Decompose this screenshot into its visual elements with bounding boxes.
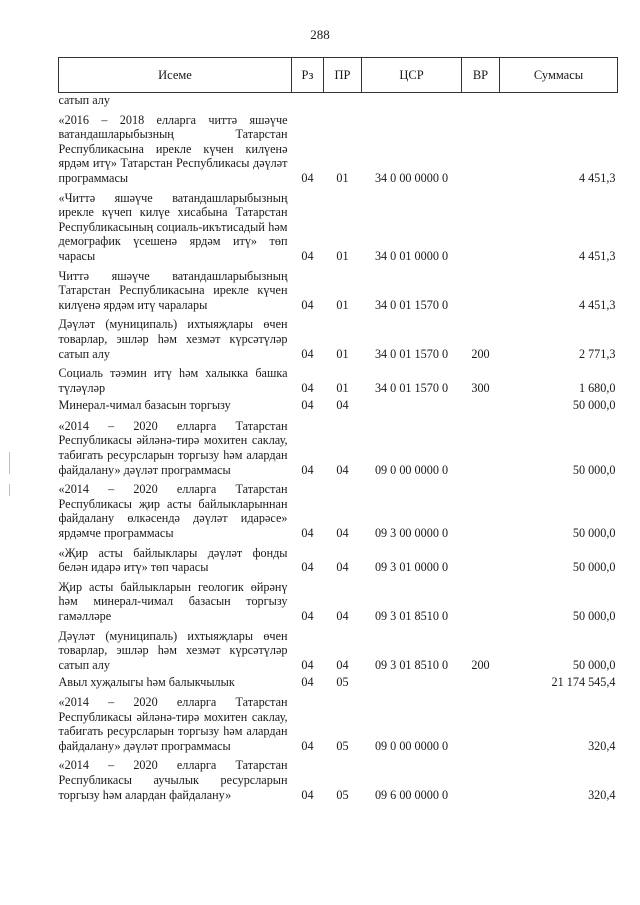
table-row [59,266,618,315]
row-sum-cell: 50 000,0 [572,657,616,672]
row-name-cell: Социаль тәэмин итү һәм халыкка башка түләүләр [58,366,288,395]
row-csr-cell: 09 6 00 0000 0 [374,787,449,802]
row-rz-cell: 04 [301,657,314,672]
table-header-row [59,58,618,93]
table-row [59,397,618,415]
row-sum-cell: 320,4 [588,787,616,802]
row-csr-cell: 09 0 00 0000 0 [374,462,449,477]
row-csr-cell: 09 3 01 8510 0 [374,657,449,672]
row-vr-cell [462,93,500,110]
margin-mark-lower [9,484,10,496]
row-sum-cell: 21 174 545,4 [551,675,616,690]
row-sum-cell: 4 451,3 [578,248,616,263]
header-vr: ВР [462,58,500,93]
row-vr-cell [462,755,500,804]
table-row [59,577,618,626]
row-vr-cell [462,692,500,755]
table-row [59,415,618,479]
row-csr-cell: 34 0 01 1570 0 [374,297,449,312]
table-row [59,363,618,397]
row-sum-cell: 1 680,0 [578,380,616,395]
row-pr-cell: 04 [336,609,349,623]
margin-mark-upper [9,452,10,474]
row-sum-cell: 50 000,0 [572,560,616,575]
row-sum-cell: 2 771,3 [578,346,616,361]
row-pr-cell: 01 [336,170,349,185]
row-pr-cell: 05 [336,787,349,802]
row-name-cell: сатып алу [58,93,110,107]
row-rz-cell: 04 [301,380,314,395]
row-csr-cell: 34 0 01 1570 0 [374,346,449,361]
row-sum-cell: 4 451,3 [578,297,616,312]
row-name-cell: «2014 – 2020 елларга Татарстан Республикасы җир асты байлыкларыннан файдалану өлкәсендә дәүләт идарәсе» ярдәмче программасы [58,482,288,541]
row-csr-cell [362,674,462,692]
row-name-cell: Читтә яшәүче ватандашларыбызның Татарстан Республикасына ирекле күчен килүенә ярдәм итү чаралары [58,268,288,312]
row-vr-cell [462,674,500,692]
row-vr-cell [462,397,500,415]
row-name-cell: «2014 – 2020 елларга Татарстан Республикасы әйләнә-тирә мохитен саклау, табигать ресурсларын торгызу һәм алардан файдалану» дәүләт программасы [58,418,288,477]
table-row [59,626,618,675]
row-name-cell: «Җир асты байлыклары дәүләт фонды белән идарә итү» төп чарасы [58,545,288,575]
row-name-cell: Дәүләт (муниципаль) ихтыяҗлары өчен товарлар, эшләр һәм хезмәт күрсәтүләр сатып алу [58,317,288,361]
row-pr-cell: 01 [336,248,349,263]
row-csr-cell: 09 3 00 0000 0 [374,526,449,541]
row-sum-cell: 50 000,0 [572,526,616,541]
table-row [59,543,618,577]
row-rz-cell: 04 [301,170,314,185]
row-csr-cell: 09 0 00 0000 0 [374,738,449,753]
row-rz-cell: 04 [301,526,314,541]
budget-table-container [58,57,617,804]
row-sum-cell: 50 000,0 [572,609,616,623]
header-sum: Суммасы [500,58,618,93]
row-name-cell: «2014 – 2020 елларга Татарстан Республикасы аучылык ресурсларын торгызу һәм алардан файдалану» [58,758,288,802]
row-csr-cell [362,93,462,110]
row-vr-cell: 300 [471,380,490,395]
table-row [59,93,618,110]
header-name: Исеме [59,58,292,93]
row-pr-cell: 04 [336,560,349,575]
row-vr-cell: 200 [471,346,490,361]
row-csr-cell: 09 3 01 0000 0 [374,560,449,575]
row-csr-cell: 09 3 01 8510 0 [374,609,449,623]
row-sum-cell: 50 000,0 [572,462,616,477]
table-row [59,314,618,363]
row-rz-cell: 04 [301,609,314,623]
header-rz: Рз [292,58,324,93]
budget-table [58,57,618,804]
row-name-cell: «2016 – 2018 елларга читтә яшәүче ватандашларыбызның Татарстан Республикасына ирекле күчен килүенә ярдәм итү» Татарстан Республикасы дәүләт программасы [58,112,288,185]
row-sum-cell: 320,4 [588,738,616,753]
table-row [59,755,618,804]
row-vr-cell [462,577,500,626]
row-sum-cell: 50 000,0 [572,398,616,413]
row-name-cell: Минерал-чимал базасын торгызу [58,398,231,413]
row-pr-cell: 05 [336,738,349,753]
table-row [59,674,618,692]
row-rz-cell: 04 [301,738,314,753]
row-rz-cell: 04 [301,297,314,312]
row-pr-cell: 04 [336,462,349,477]
row-rz-cell: 04 [301,787,314,802]
header-pr: ПР [324,58,362,93]
row-rz-cell: 04 [301,462,314,477]
row-rz-cell: 04 [301,675,314,690]
row-csr-cell: 34 0 01 1570 0 [374,380,449,395]
table-row [59,110,618,188]
row-rz-cell: 04 [301,248,314,263]
row-sum-cell: 4 451,3 [578,170,616,185]
header-csr: ЦСР [362,58,462,93]
row-csr-cell [362,397,462,415]
row-pr-cell: 04 [336,398,349,413]
table-row [59,479,618,542]
row-pr-cell: 05 [336,675,349,690]
row-rz-cell: 04 [301,560,314,575]
row-vr-cell [462,415,500,479]
row-rz-cell: 04 [301,398,314,413]
row-vr-cell [462,110,500,188]
row-rz-cell: 04 [301,346,314,361]
row-pr-cell [324,93,362,110]
row-sum-cell [500,93,618,110]
row-rz-cell [292,93,324,110]
row-vr-cell: 200 [471,657,490,672]
page-number: 288 [310,27,330,42]
table-row [59,188,618,266]
row-name-cell: Авыл хуҗалыгы һәм балыкчылык [58,675,235,690]
row-pr-cell: 01 [336,297,349,312]
row-pr-cell: 04 [336,526,349,541]
row-vr-cell [462,543,500,577]
row-name-cell: Җир асты байлыкларын геологик өйрәнү һәм минерал-чимал базасын торгызу гамәлләре [58,579,288,623]
table-row [59,692,618,755]
row-pr-cell: 01 [336,380,349,395]
row-name-cell: «Читтә яшәүче ватандашларыбызның ирекле күчеп килүе хисабына Татарстан Республикасының социаль-икътисадый һәм демографик үсешенә ярдәм итү» төп чарасы [58,190,288,263]
row-vr-cell [462,266,500,315]
row-vr-cell [462,188,500,266]
row-name-cell: «2014 – 2020 елларга Татарстан Республикасы әйләнә-тирә мохитен саклау, табигать ресурсларын торгызу һәм алардан файдалану» дәүләт программасы [58,694,288,753]
row-csr-cell: 34 0 01 0000 0 [374,248,449,263]
row-pr-cell: 01 [336,346,349,361]
row-vr-cell [462,479,500,542]
row-name-cell: Дәүләт (муниципаль) ихтыяҗлары өчен товарлар, эшләр һәм хезмәт күрсәтүләр сатып алу [58,628,288,672]
row-pr-cell: 04 [336,657,349,672]
row-csr-cell: 34 0 00 0000 0 [374,170,449,185]
